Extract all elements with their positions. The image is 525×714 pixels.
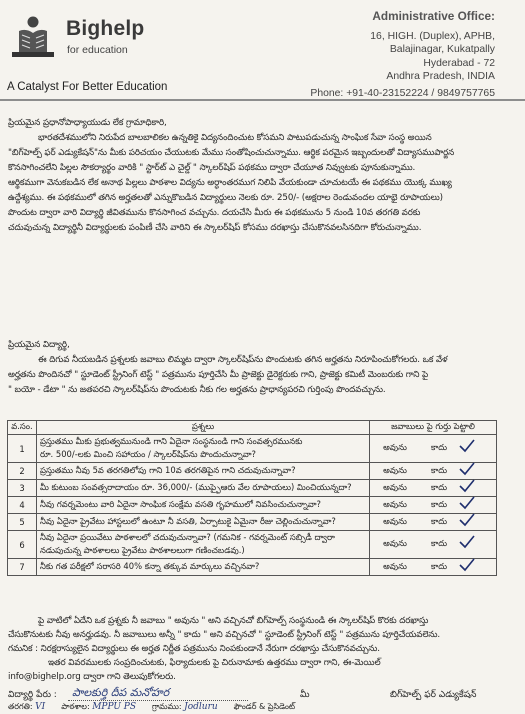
answer-no-option[interactable]: కాదు	[430, 481, 448, 492]
question-number: 1	[8, 435, 37, 463]
table-row	[8, 497, 497, 514]
address-line: Balajinagar, Kukatpally	[389, 44, 495, 56]
bighelp-logo-icon	[8, 14, 58, 62]
intro-line: చదువుచున్న విద్యార్థినీ విద్యార్థులకు పంపిణీ చేసి వారిని ఈ స్కాలర్‌షిప్ కోసము దరఖాస్తు చేసుకొనవలసినదిగా కోరుచున్నాము.	[8, 223, 422, 233]
answer-cell	[370, 559, 497, 576]
question-number: 6	[8, 531, 37, 559]
answer-cell	[370, 480, 497, 497]
student-line: అర్హతను పొందినచో " స్టూడెంట్ స్ట్రీనింగ్ టెస్ట్ " పత్రమును పూర్తిచేసి మీ ప్రాజెక్టు డైరెక్టరుకు గాని, ప్రాజెక్టు కమిటీ మెంబరుకు గాని పై	[8, 370, 429, 380]
intro-salutation: ప్రియమైన ప్రధానోపాధ్యాయుడు లేక గ్రామాధికారి,	[8, 118, 167, 128]
office-title: Administrative Office:	[372, 9, 495, 23]
office-address	[310, 10, 495, 101]
question-number: 7	[8, 559, 37, 576]
intro-line: పొందుట ద్వారా వారి విద్యార్థి జీవితమును కొనసాగించ వచ్చును. దయచేసి మీరు ఈ పథకమును 5 నుండి 10వ తరగతి వరకు	[8, 208, 421, 218]
phone-line: Phone: +91-40-23152224 / 9849757765	[310, 87, 495, 99]
footer-block	[8, 614, 518, 684]
student-name-value[interactable]: పాలకుర్తి దీప మనోహర	[72, 686, 170, 699]
intro-line: కొనసాగించలేని పిల్లల సౌకర్యార్థం వారికి " స్టార్‌ట్ ఎ చైల్డ్ " స్కాలర్‌షిప్ పథకము ద్వారా చేయూత నివ్వుటకు పూనుకున్నాము.	[8, 163, 416, 173]
table-row	[8, 559, 497, 576]
table-row	[8, 463, 497, 480]
answer-no-option[interactable]: కాదు	[430, 515, 448, 526]
answer-no-option[interactable]: కాదు	[430, 560, 448, 571]
question-text	[37, 531, 370, 559]
founder-label: ఫౌండర్ & ప్రెసిడెంట్	[233, 702, 296, 711]
address-line: 16, HIGH. (Duplex), APHB,	[370, 30, 495, 42]
question-text	[37, 514, 370, 531]
answer-no-option[interactable]: కాదు	[430, 464, 448, 475]
column-header-answers: జవాబులు పై గుర్తు పెట్టాలి	[370, 421, 497, 435]
table-header-row	[8, 421, 497, 435]
question-line: నీవు ఏదైనా ప్రయివేటు పాఠశాలలో చదువుచున్నావా? (గమనిక - గవర్నమెంట్ సబ్సిడీ ద్వారా	[40, 531, 335, 542]
answer-yes-option[interactable]: అవును	[383, 481, 407, 492]
answer-cell	[370, 514, 497, 531]
footer-line: పై వాటిలో ఏదేని ఒక ప్రశ్నకు నీ జవాబు " అవును " అని వచ్చినచో బిగ్‌హెల్ప్ సంస్థనుండి ఈ స్కాలర్‌షిప్ కొరకు దరఖాస్తు	[38, 616, 429, 626]
footer-line: గమనిక : నిరక్షరాస్యులైన విద్యార్థులు ఈ అర్హత నిర్ణీత పత్రమును నింపకుండానే నేరుగా దరఖాస్తు చేసుకొనవచ్చును.	[8, 644, 380, 654]
question-number: 3	[8, 480, 37, 497]
footer-line: చేసుకొనుటకు నీవు అనర్హుడవు. నీ జవాబులు అన్నీ " కాదు " అని వచ్చినచో " స్టూడెంట్ స్ట్రీనింగ్ టెస్ట్ " పత్రమును పూర్తిచేయవలెను.	[8, 630, 441, 640]
question-text	[37, 463, 370, 480]
intro-block	[8, 116, 518, 236]
footer-line: info@bighelp.org ద్వారా గాని తెలుపుకోగలరు.	[8, 672, 176, 682]
question-text	[37, 497, 370, 514]
intro-line: "బిగ్‌హెల్ప్ ఫర్ ఎడ్యుకేషన్"ను మీకు పరిచయం చేయుటకు మేము సంతోషించుచున్నాము. ఆర్థిక పరమైన ఇబ్బందులతో విద్యాసముపార్జన	[8, 148, 455, 158]
answer-no-option[interactable]: కాదు	[430, 538, 448, 548]
student-block	[8, 338, 518, 398]
from-label: మీ	[300, 690, 310, 700]
answer-yes-option[interactable]: అవును	[383, 498, 407, 509]
column-header-questions: ప్రశ్నలు	[37, 421, 370, 435]
table-row	[8, 531, 497, 559]
question-line: నడుపుచున్న పాఠశాలలు ప్రైవేటు పాఠశాలలుగా గణించబడవు.)	[40, 544, 245, 555]
table-row	[8, 514, 497, 531]
question-line: నీవు ఏదైనా ప్రైవేటు హాస్టలులో ఉంటూ నీ వసతి, ఏర్పాటుకై ఏమైనా రీజు చెల్లించుచున్నావా?	[40, 515, 336, 526]
intro-line: భారతదేశములోని నిరుపేద బాలబాలికల ఉన్నతికై విద్యనందించుట కోసమని పాటుపడుచున్న సాంఘిక సేవా సంస్థ అయిన	[38, 133, 432, 143]
header-divider	[0, 99, 525, 101]
question-line: మీ కుటుంబ సంవత్సరాదాయం రూ. 36,000/- (ముప్ఫైఆరు వేల రూపాయలు) మించియున్నదా?	[40, 481, 352, 492]
student-line: ఈ దిగువ నీయబడిన ప్రశ్నలకు జవాబు లిమ్మట ద్వారా స్కాలర్‌షిప్‌ను పొందుటకు తగిన అర్హతను నిరూపించుకోగలరు. ఒక వేళ	[38, 355, 448, 365]
answer-yes-option[interactable]: అవును	[383, 560, 407, 571]
footer-line: ఇతర వివరములకు సంప్రదించుటకు, ఫిర్యాదులకు పై చిరునామాకు ఉత్తరము ద్వారా గాని, ఈ-మెయిల్	[48, 658, 381, 668]
answer-yes-option[interactable]: అవును	[383, 515, 407, 526]
answer-yes-option[interactable]: అవును	[383, 538, 407, 548]
address-line: Hyderabad - 72	[423, 57, 495, 69]
question-number: 4	[8, 497, 37, 514]
answer-cell	[370, 531, 497, 559]
answer-no-option[interactable]: కాదు	[430, 498, 448, 509]
answer-no-option[interactable]: కాదు	[430, 442, 448, 452]
question-number: 5	[8, 514, 37, 531]
question-text	[37, 435, 370, 463]
table-row	[8, 480, 497, 497]
student-name-label: విద్యార్థి పేరు :	[8, 690, 57, 700]
brand-subtitle: for education	[67, 44, 128, 56]
tagline: A Catalyst For Better Education	[7, 81, 168, 93]
name-underline	[68, 700, 248, 701]
answer-cell	[370, 497, 497, 514]
intro-line: ఉద్దేశ్యము. ఈ పథకములో తగిన అర్హతలతో ఎన్నుకొబడిన విద్యార్థులు నెలకు రూ. 250/- (అక్షరాల రెండువందల యాభై రూపాయలు)	[8, 193, 443, 203]
answer-cell	[370, 435, 497, 463]
question-text	[37, 559, 370, 576]
answer-yes-option[interactable]: అవును	[383, 464, 407, 475]
column-header-serial: వ.సం.	[8, 421, 37, 435]
class-field: తరగతి: VI	[8, 702, 46, 712]
school-field: పాఠశాల: MPPU PS	[61, 702, 137, 712]
intro-line: ఆర్థికముగా వెనుకబడిన లేక అనాథ పిల్లలు పాఠశాల విద్యను అర్ధాంతరముగ నిలిపి వేయకుండా చూచుటయే ఈ పథకము యొక్క ముఖ్య	[8, 178, 452, 188]
question-line: ప్రస్తుతము మీకు ప్రభుత్వమునుండి గాని ఏదైనా సంస్థనుండి గాని సంవత్సరమునకు	[40, 435, 303, 446]
question-line: రూ. 500/-లకు మించి సహాయం / స్కాలర్‌షిప్‌ను పొందుచున్నావా?	[40, 448, 256, 459]
answer-cell	[370, 463, 497, 480]
org-signature-label: బిగ్‌హెల్ప్ ఫర్ ఎడ్యుకేషన్	[390, 690, 477, 700]
question-line: నీవు గవర్నమెంటు వారి ఏదైనా సాంఘిక సంక్షేమ వసతి గృహములో నివసించుచున్నావా?	[40, 498, 322, 509]
student-salutation: ప్రియమైన విద్యార్థి,	[8, 340, 70, 350]
answer-yes-option[interactable]: అవును	[383, 442, 407, 452]
brand-name: Bighelp	[66, 17, 145, 40]
question-number: 2	[8, 463, 37, 480]
address-line: Andhra Pradesh, INDIA	[386, 71, 495, 83]
eligibility-table	[7, 420, 497, 576]
student-line: " బయో - డేటా " ను జతపరచి స్కాలర్‌షిప్‌ను పొందుటకు నీకు గల అర్హతను ప్రాధాన్యపరచి గుర్తింపు పొందవచ్చును.	[8, 385, 386, 395]
question-line: నీకు గత పరీక్షలో సరాసరి 40% కన్నా తక్కువ మార్కులు వచ్చినవా?	[40, 560, 260, 571]
question-text	[37, 480, 370, 497]
student-details-row	[8, 702, 295, 713]
table-row	[8, 435, 497, 463]
question-line: ప్రస్తుతము నీవు 5వ తరగతిలోపు గాని 10వ తరగతిపైన గాని చదువుచున్నావా?	[40, 464, 296, 475]
village-field: గ్రామము: Jodluru	[152, 702, 218, 712]
